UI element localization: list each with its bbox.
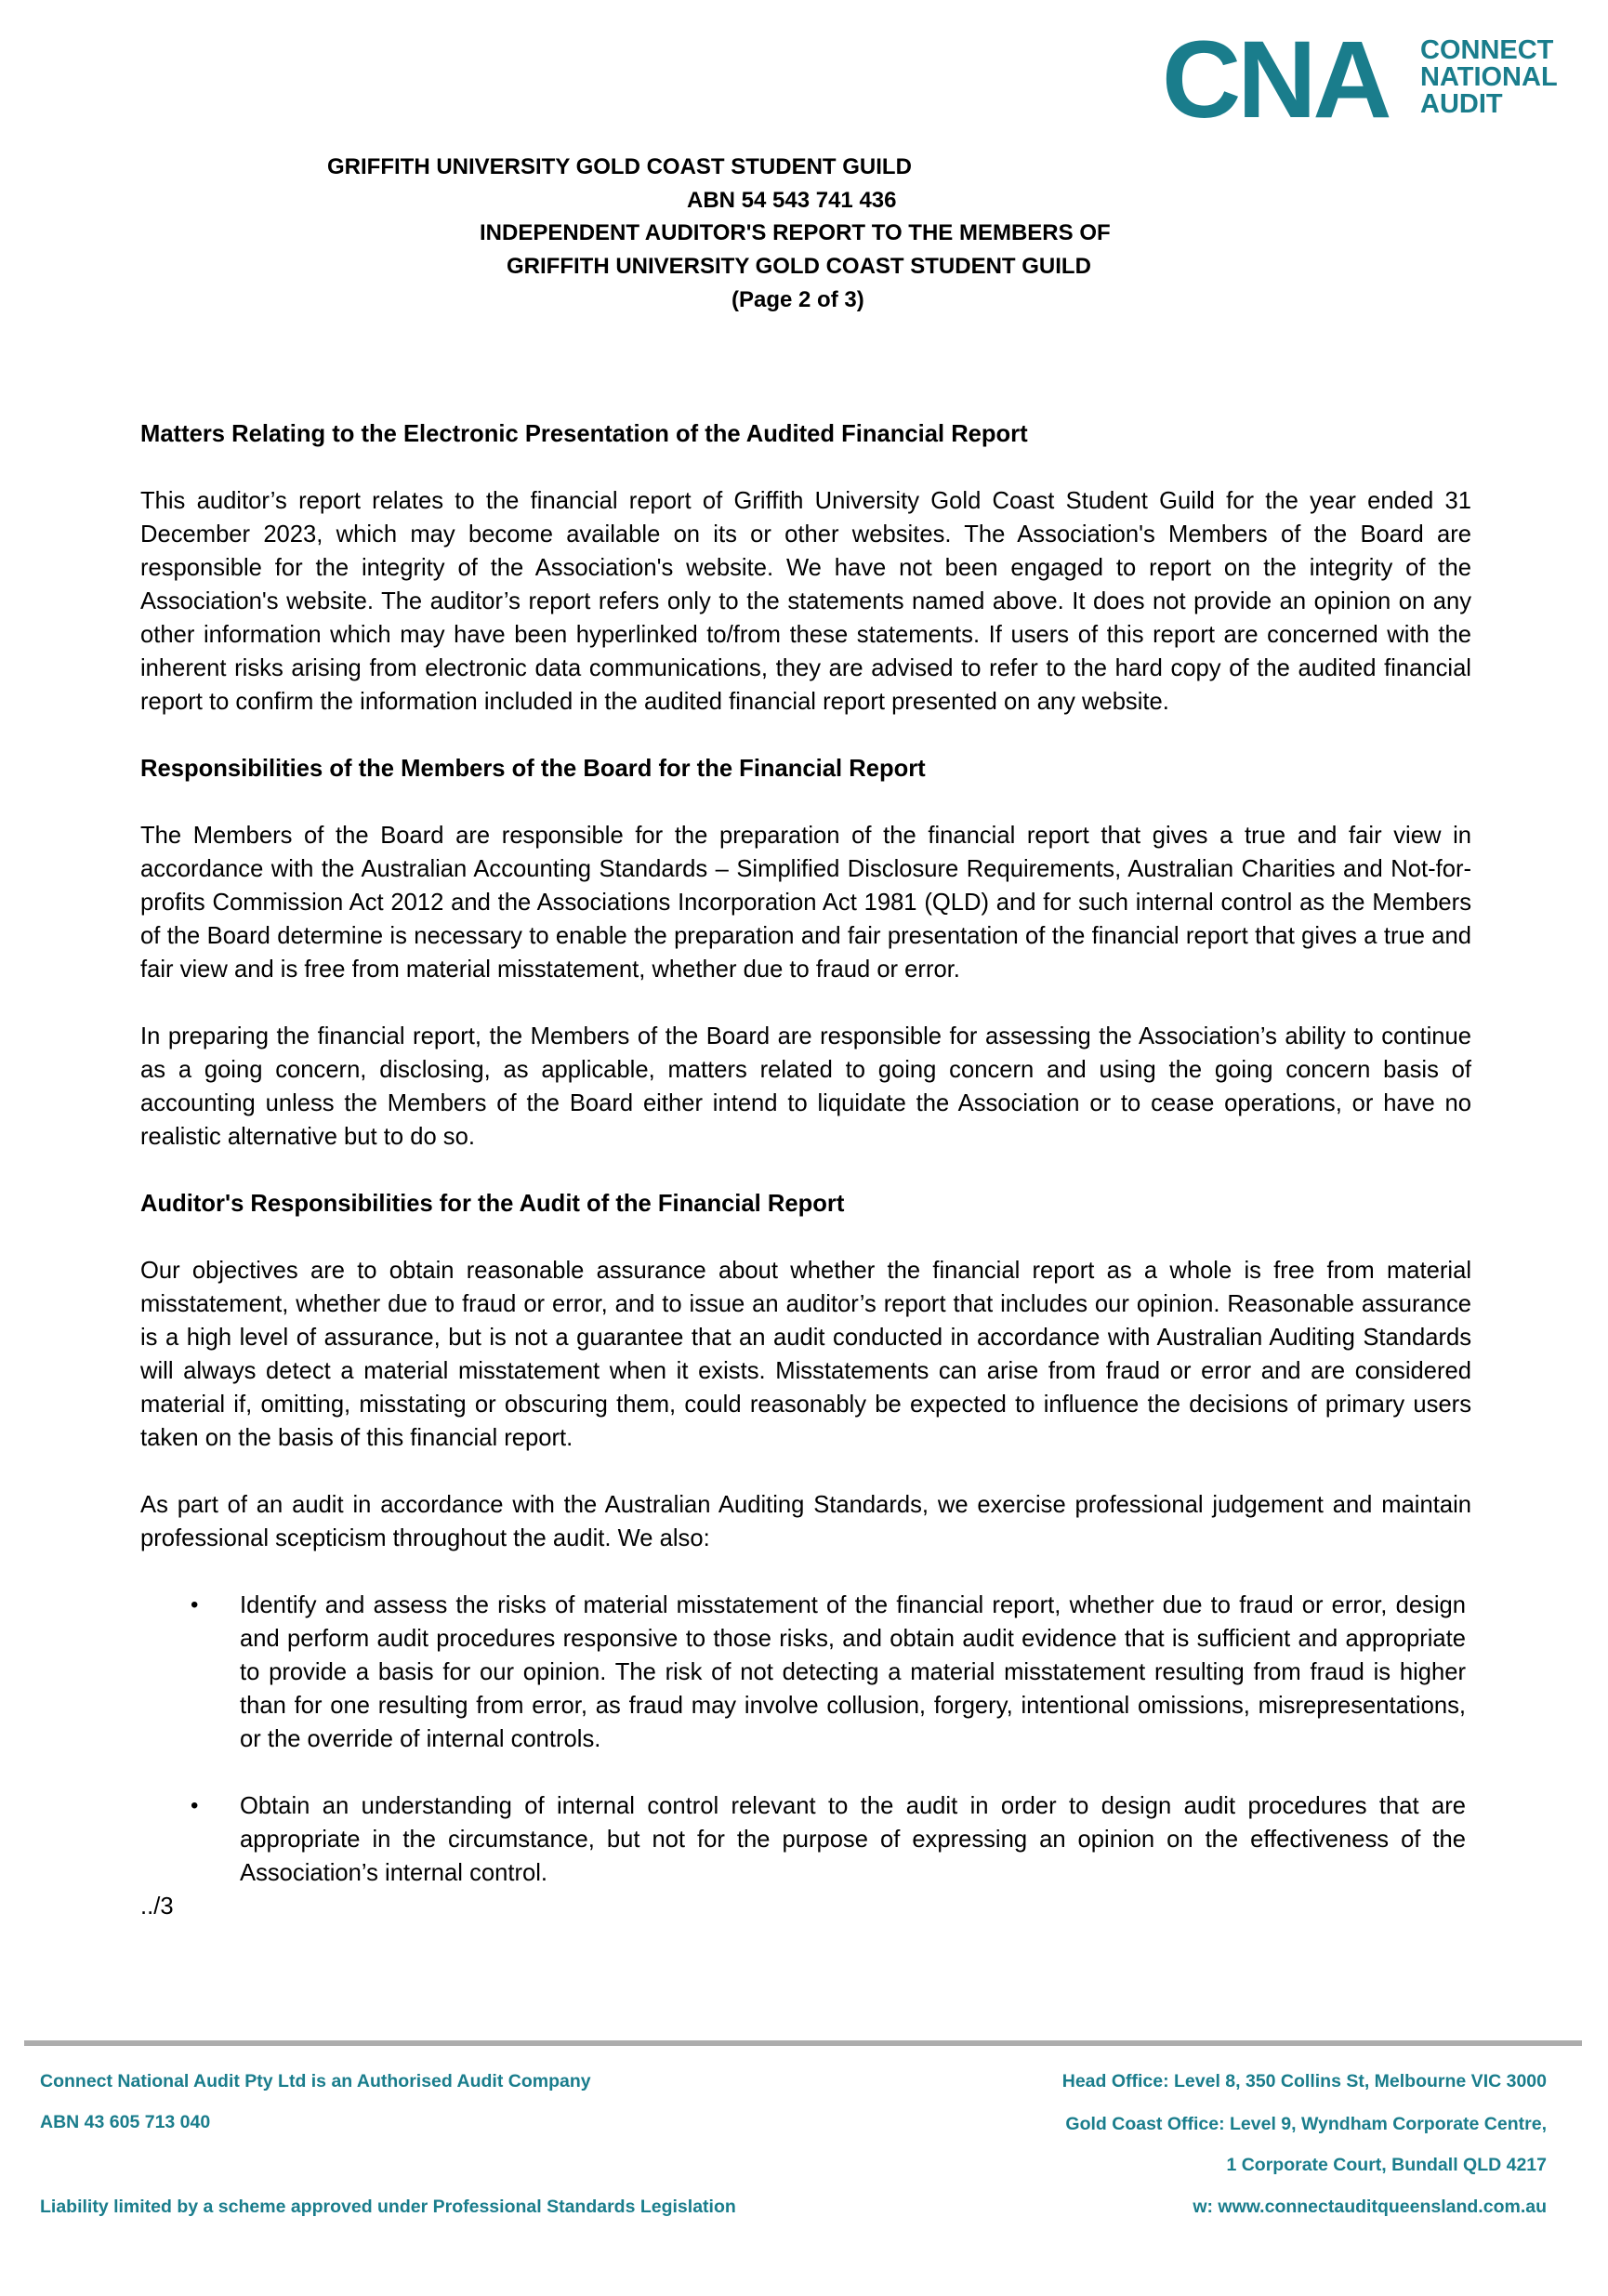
- page-indicator: (Page 2 of 3): [732, 287, 864, 312]
- footer-liability: Liability limited by a scheme approved under Professional Standards Legislation: [40, 2197, 736, 2217]
- logo-wordmark: [1420, 37, 1592, 118]
- footer-head-office: Head Office: Level 8, 350 Collins St, Melbourne VIC 3000: [1061, 2071, 1547, 2091]
- section-heading-board: Responsibilities of the Members of the Board for the Financial Report: [140, 756, 926, 782]
- list-item: [140, 1789, 1471, 1890]
- list-item-text: Identify and assess the risks of material misstatement of the financial report, whether due to fraud or error, design and perform audit procedures responsive to those risks, and obtain audit evidence that is sufficient and appropriate to provide a basis for our opinion. The risk of not detecting a material misstatement resulting from fraud is higher than for one resulting from error, as fraud may involve collusion, forgery, intentional omissions, misrepresentations, or the override of internal controls.: [240, 1592, 1466, 1752]
- header-abn: ABN 54 543 741 436: [687, 188, 897, 213]
- list-item-text: Obtain an understanding of internal control relevant to the audit in order to design audit procedures that are appropriate in the circumstance, but not for the purpose of expressing an opinion on the effectiveness of the Association’s internal control.: [240, 1793, 1466, 1886]
- logo-word: NATIONAL: [1420, 62, 1558, 92]
- cna-logo: [1162, 19, 1589, 141]
- section-heading-auditor: Auditor's Responsibilities for the Audit of the Financial Report: [140, 1191, 845, 1217]
- list-item: [140, 1589, 1471, 1756]
- logo-letters: CNA: [1162, 19, 1389, 141]
- footer-gold-coast-office: Gold Coast Office: Level 9, Wyndham Corporate Centre,: [1065, 2114, 1547, 2134]
- bullet-icon: •: [191, 1592, 199, 1617]
- paragraph-board-1: The Members of the Board are responsible for the preparation of the financial report that gives a true and fair view in accordance with the Australian Accounting Standards – Simplified Disclosure Requirements, Australian Charities and Not-for-profits Commission Act 2012 and the Associations Incorporation Act 1981 (QLD) and for such internal control as the Members of the Board determine is necessary to enable the preparation and fair presentation of the financial report that gives a true and fair view and is free from material misstatement, whether due to fraud or error.: [140, 823, 1471, 983]
- header-org-name: GRIFFITH UNIVERSITY GOLD COAST STUDENT GUILD: [327, 154, 912, 179]
- footer-divider: [24, 2040, 1582, 2046]
- footer-abn: ABN 43 605 713 040: [40, 2112, 211, 2132]
- logo-word: AUDIT: [1420, 89, 1503, 119]
- report-body: [140, 417, 1471, 1923]
- paragraph-auditor-2: As part of an audit in accordance with the Australian Auditing Standards, we exercise professional judgement and maintain professional scepticism throughout the audit. We also:: [140, 1492, 1471, 1551]
- section-heading-electronic: Matters Relating to the Electronic Presentation of the Audited Financial Report: [140, 421, 1028, 447]
- logo-word: CONNECT: [1420, 35, 1554, 65]
- bullet-icon: •: [191, 1793, 199, 1818]
- footer-company-statement: Connect National Audit Pty Ltd is an Authorised Audit Company: [40, 2071, 591, 2091]
- paragraph-electronic: This auditor’s report relates to the financial report of Griffith University Gold Coast Student Guild for the year ended 31 December 2023, which may become available on its or other websites. The Association's Members of the Board are responsible for the integrity of the Association's website. We have not been engaged to report on the integrity of the Association's website. The auditor’s report refers only to the statements named above. It does not provide an opinion on any other information which may have been hyperlinked to/from these statements. If users of this report are concerned with the inherent risks arising from electronic data communications, they are advised to refer to the hard copy of the audited financial report to confirm the information included in the audited financial report presented on any website.: [140, 488, 1471, 715]
- paragraph-auditor-1: Our objectives are to obtain reasonable assurance about whether the financial report as a whole is free from material misstatement, whether due to fraud or error, and to issue an auditor’s report that includes our opinion. Reasonable assurance is a high level of assurance, but is not a guarantee that an audit conducted in accordance with Australian Auditing Standards will always detect a material misstatement when it exists. Misstatements can arise from fraud or error and are considered material if, omitting, misstating or obscuring them, could reasonably be expected to influence the decisions of primary users taken on the basis of this financial report.: [140, 1258, 1471, 1451]
- continuation-marker: ../3: [140, 1894, 174, 1920]
- report-org-name: GRIFFITH UNIVERSITY GOLD COAST STUDENT GUILD: [507, 254, 1091, 279]
- report-title: INDEPENDENT AUDITOR'S REPORT TO THE MEMBERS OF: [480, 220, 1111, 245]
- footer-website[interactable]: w: www.connectauditqueensland.com.au: [1193, 2197, 1547, 2217]
- auditor-procedures-list: [140, 1589, 1471, 1890]
- paragraph-board-2: In preparing the financial report, the Members of the Board are responsible for assessing the Association’s ability to continue as a going concern, disclosing, as applicable, matters related to going concern and using the going concern basis of accounting unless the Members of the Board either intend to liquidate the Association or to cease operations, or have no realistic alternative but to do so.: [140, 1023, 1471, 1150]
- footer-gold-coast-address: 1 Corporate Court, Bundall QLD 4217: [1226, 2155, 1547, 2175]
